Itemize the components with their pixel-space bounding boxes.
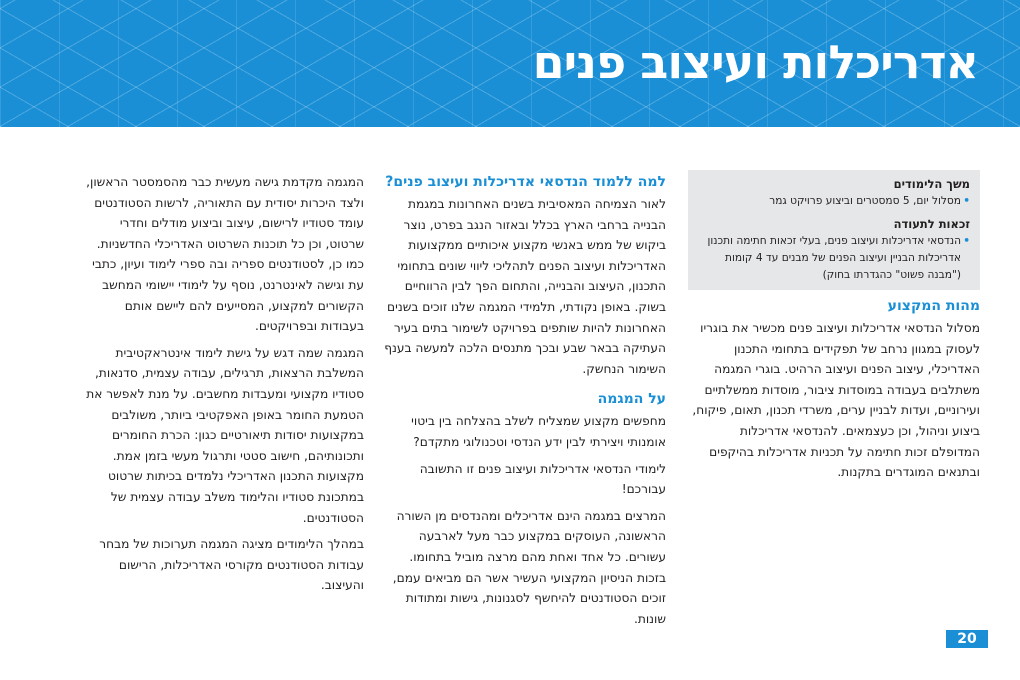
about-paragraph: לימודי הנדסאי אדריכלות ועיצוב פנים זו התשובה עבורכם! — [419, 461, 666, 497]
certificate-item: • הנדסאי אדריכלות ועיצוב פנים, בעלי זכאות חתימה ותכנון אדריכלות הבניין ועיצוב הפנים של מבנים עד 4 קומות ("מבנה פשוט" כהגדרתו בחוק) — [698, 233, 970, 284]
duration-item: • מסלול יום, 5 סמסטרים וביצוע פרויקט גמר — [698, 193, 970, 210]
approach-paragraph: המגמה שמה דגש על גישת לימוד אינטראקטיבית המשלבת הרצאות, תרגילים, עבודה עצמית, סדנאות, סטודיו מקצועי ומעבדות מחשבים. על מנת לאפשר את הטמעת החומר באופן האפקטיבי ביותר, משולבים במקצועות יסודות תיאורטיים כגון: הכרת החומרים ותכונותיהם, חישוב סטטי ותרגול מעשי בזמן אמת. מקצועות התכנון האדריכלי נלמדים בכיתות שרטוט במתכונת סטודיו והלימוד משלב עבודה עצמית של הסטודנטים. — [86, 345, 364, 525]
header-banner — [0, 0, 1020, 127]
profession-text: מסלול הנדסאי אדריכלות ועיצוב פנים מכשיר את בוגריו לעסוק במגוון נרחב של תפקידים בתחומי התכנון האדריכלי, עיצוב הפנים ועיצוב הרהיט. בוגרי המגמה משתלבים בעבודה במוסדות ציבור, מוסדות ממשלתיים ועירוניים, ועדות לבניין ערים, משרדי תכנון, תאום, פיקוח, ביצוע וניהול, וכן כעצמאים. להנדסאי אדריכלות המדופלם זכות חתימה על תכניות אדריכלות בהיקפים ובתנאים המוגדרים בתקנות. — [692, 321, 980, 480]
duration-heading: משך הלימודים — [893, 177, 970, 191]
column-right — [688, 170, 980, 489]
why-study-heading: למה ללמוד הנדסאי אדריכלות ועיצוב פנים? — [385, 174, 666, 190]
page-number: 20 — [946, 630, 988, 648]
about-heading: על המגמה — [597, 391, 666, 408]
column-middle — [384, 172, 666, 635]
about-paragraph: מחפשים מקצוע שמצליח לשלב בהצלחה בין ביטוי אומנותי ויצירתי לבין ידע הנדסי וטכנולוגי מתקדם? — [411, 414, 666, 449]
page-title: אדריכלות ועיצוב פנים — [532, 35, 978, 89]
profession-heading: מהות המקצוע — [887, 298, 980, 314]
approach-paragraph: במהלך הלימודים מציגה המגמה תערוכות של מבחר עבודות הסטודנטים מקורסי האדריכלות, הרישום והעיצוב. — [99, 537, 364, 593]
column-left — [78, 172, 364, 602]
duration-list — [698, 193, 970, 210]
study-info-box — [688, 170, 980, 290]
why-study-text: לאור הצמיחה המאסיבית בשנים האחרונות במגמת הבנייה ברחבי הארץ בכלל ובאזור הנגב בפרט, נוצר ביקוש של ממש באנשי מקצוע איכותיים ממקצועות האדריכלות ועיצוב הפנים לתהליכי ליווי שונים בתחומי התכנון, העיצוב והבנייה, והתחום הפך לבין הרווחיים בשוק. באופן נקודתי, תלמידי המגמה שלנו זוכים בשנים האחרונות להיות שותפים בפרויקט לשימור בתים בעיר העתיקה בבאר שבע ובכך מתנסים הלכה למעשה בענף השימור הנחשק. — [384, 197, 666, 376]
approach-paragraph: המגמה מקדמת גישה מעשית כבר מהסמסטר הראשון, ולצד היכרות יסודית עם התאוריה, לרשות הסטודנטים עומד סטודיו לרישום, עיצוב וביצוע מודלים וחדרי שרטוט, וכן כל תוכנות השרטוט האדריכלי החדשניות. כמו כן, לסטודנטים ספריה ובה ספרי לימוד ועיון, כתבי עת וגישה לאינטרנט, נוסף על לימודי יישומי המחשב הקשורים למקצוע, המסייעים להם ליישם אותם בעבודות ובפרויקטים. — [86, 175, 364, 334]
certificate-heading: זכאות לתעודה — [893, 217, 970, 231]
certificate-list — [698, 233, 970, 284]
about-paragraph: המרצים במגמה הינם אדריכלים ומהנדסים מן השורה הראשונה, העוסקים במקצוע כבר מעל לארבעה עשורים. כל אחד ואחת מהם מרצה מוביל בתחומו. בזכות הניסיון המקצועי העשיר אשר הם מביאים עמם, זוכים הסטודנטים להיחשף לסגנונות, גישות ומתודות שונות. — [392, 508, 666, 626]
